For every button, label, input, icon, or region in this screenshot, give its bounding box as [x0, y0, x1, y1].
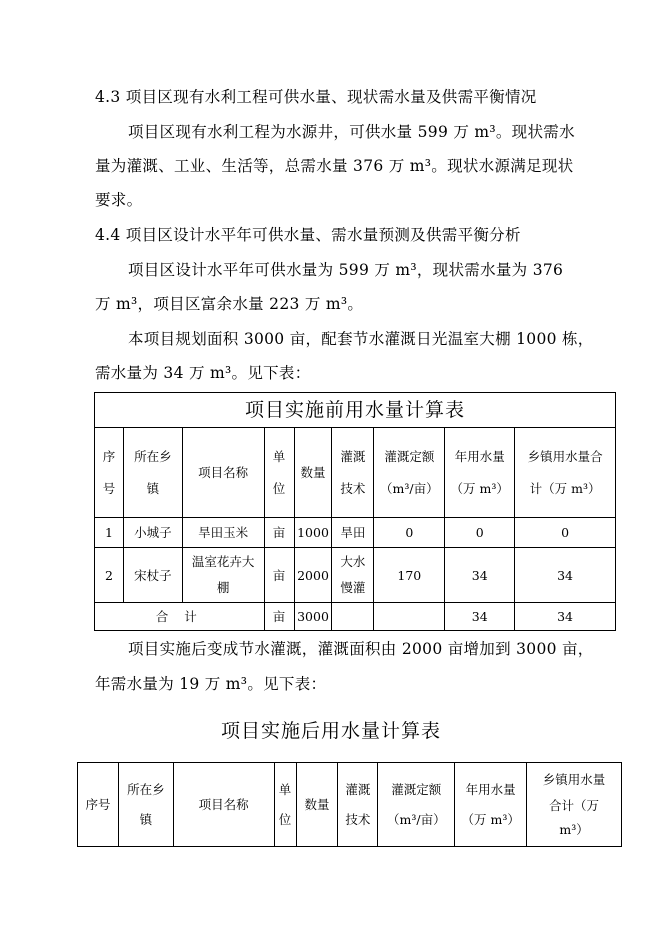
section-4-3-paragraph-line: 量为灌溉、工业、生活等，总需水量 376 万 m³。现状水源满足现状	[95, 157, 574, 175]
header-town-total: 乡镇用水量合 计（万 m³）	[515, 428, 616, 518]
header-annual-use: 年用水量 （万 m³）	[445, 428, 515, 518]
section-4-4-paragraph-line: 需水量为 34 万 m³。见下表：	[95, 364, 311, 382]
cell-town-total: 34	[515, 548, 616, 603]
section-4-4-paragraph-line: 本项目规划面积 3000 亩，配套节水灌溉日光温室大棚 1000 栋，	[128, 330, 594, 348]
cell-quantity: 1000	[294, 518, 332, 548]
cell-town-total: 0	[515, 518, 616, 548]
section-4-3-paragraph-line: 项目区现有水利工程为水源井，可供水量 599 万 m³。现状需水	[128, 123, 575, 141]
cell-annual-use: 34	[445, 548, 515, 603]
cell-irrigation-tech: 大水 慢灌	[332, 548, 374, 603]
sum-empty	[374, 603, 445, 631]
table-row	[95, 548, 616, 603]
cell-irrigation-quota: 170	[374, 548, 445, 603]
section-4-4-paragraph-line: 项目区设计水平年可供水量为 599 万 m³，现状需水量为 376	[128, 261, 564, 279]
header-quantity: 数量	[294, 428, 332, 518]
header-irrigation-quota: 灌溉定额 （m³/亩）	[374, 428, 445, 518]
water-use-table-before	[94, 392, 616, 631]
cell-unit: 亩	[264, 548, 294, 603]
sum-town-total: 34	[515, 603, 616, 631]
section-4-3-heading: 4.3 项目区现有水利工程可供水量、现状需水量及供需平衡情况	[95, 88, 537, 106]
cell-unit: 亩	[264, 518, 294, 548]
after-paragraph-line: 年需水量为 19 万 m³。见下表：	[95, 675, 327, 693]
section-4-3-paragraph-line: 要求。	[95, 191, 143, 209]
section-4-4-heading: 4.4 项目区设计水平年可供水量、需水量预测及供需平衡分析	[95, 226, 521, 244]
sum-label: 合 计	[95, 603, 265, 631]
header-town-total: 乡镇用水量 合计（万 m³）	[527, 763, 622, 847]
sum-annual-use: 34	[445, 603, 515, 631]
sum-unit: 亩	[264, 603, 294, 631]
header-quantity: 数量	[296, 763, 338, 847]
cell-no: 2	[95, 548, 124, 603]
cell-town: 宋杖子	[123, 548, 182, 603]
header-irrigation-tech: 灌溉 技术	[338, 763, 378, 847]
table-sum-row	[95, 603, 616, 631]
cell-quantity: 2000	[294, 548, 332, 603]
cell-town: 小城子	[123, 518, 182, 548]
header-annual-use: 年用水量 （万 m³）	[455, 763, 527, 847]
cell-irrigation-quota: 0	[374, 518, 445, 548]
cell-project-name: 温室花卉大 棚	[182, 548, 264, 603]
cell-project-name: 旱田玉米	[182, 518, 264, 548]
header-town: 所在乡 镇	[123, 428, 182, 518]
table-after-title: 项目实施后用水量计算表	[220, 720, 441, 742]
header-no: 序号	[78, 763, 119, 847]
header-project-name: 项目名称	[182, 428, 264, 518]
table-row	[95, 518, 616, 548]
section-4-4-paragraph-line: 万 m³，项目区富余水量 223 万 m³。	[95, 295, 364, 313]
table-after-header-row	[78, 763, 622, 847]
sum-quantity: 3000	[294, 603, 332, 631]
cell-annual-use: 0	[445, 518, 515, 548]
header-irrigation-quota: 灌溉定额 （m³/亩）	[378, 763, 455, 847]
water-use-table-after	[77, 762, 622, 847]
table-before-header-row	[95, 428, 616, 518]
cell-irrigation-tech: 旱田	[332, 518, 374, 548]
sum-empty	[332, 603, 374, 631]
header-no: 序 号	[95, 428, 124, 518]
after-paragraph-line: 项目实施后变成节水灌溉，灌溉面积由 2000 亩增加到 3000 亩，	[128, 640, 594, 658]
header-town: 所在乡 镇	[118, 763, 173, 847]
header-irrigation-tech: 灌溉 技术	[332, 428, 374, 518]
cell-no: 1	[95, 518, 124, 548]
table-before-title: 项目实施前用水量计算表	[95, 393, 616, 428]
header-project-name: 项目名称	[173, 763, 274, 847]
header-unit: 单 位	[274, 763, 296, 847]
header-unit: 单 位	[264, 428, 294, 518]
